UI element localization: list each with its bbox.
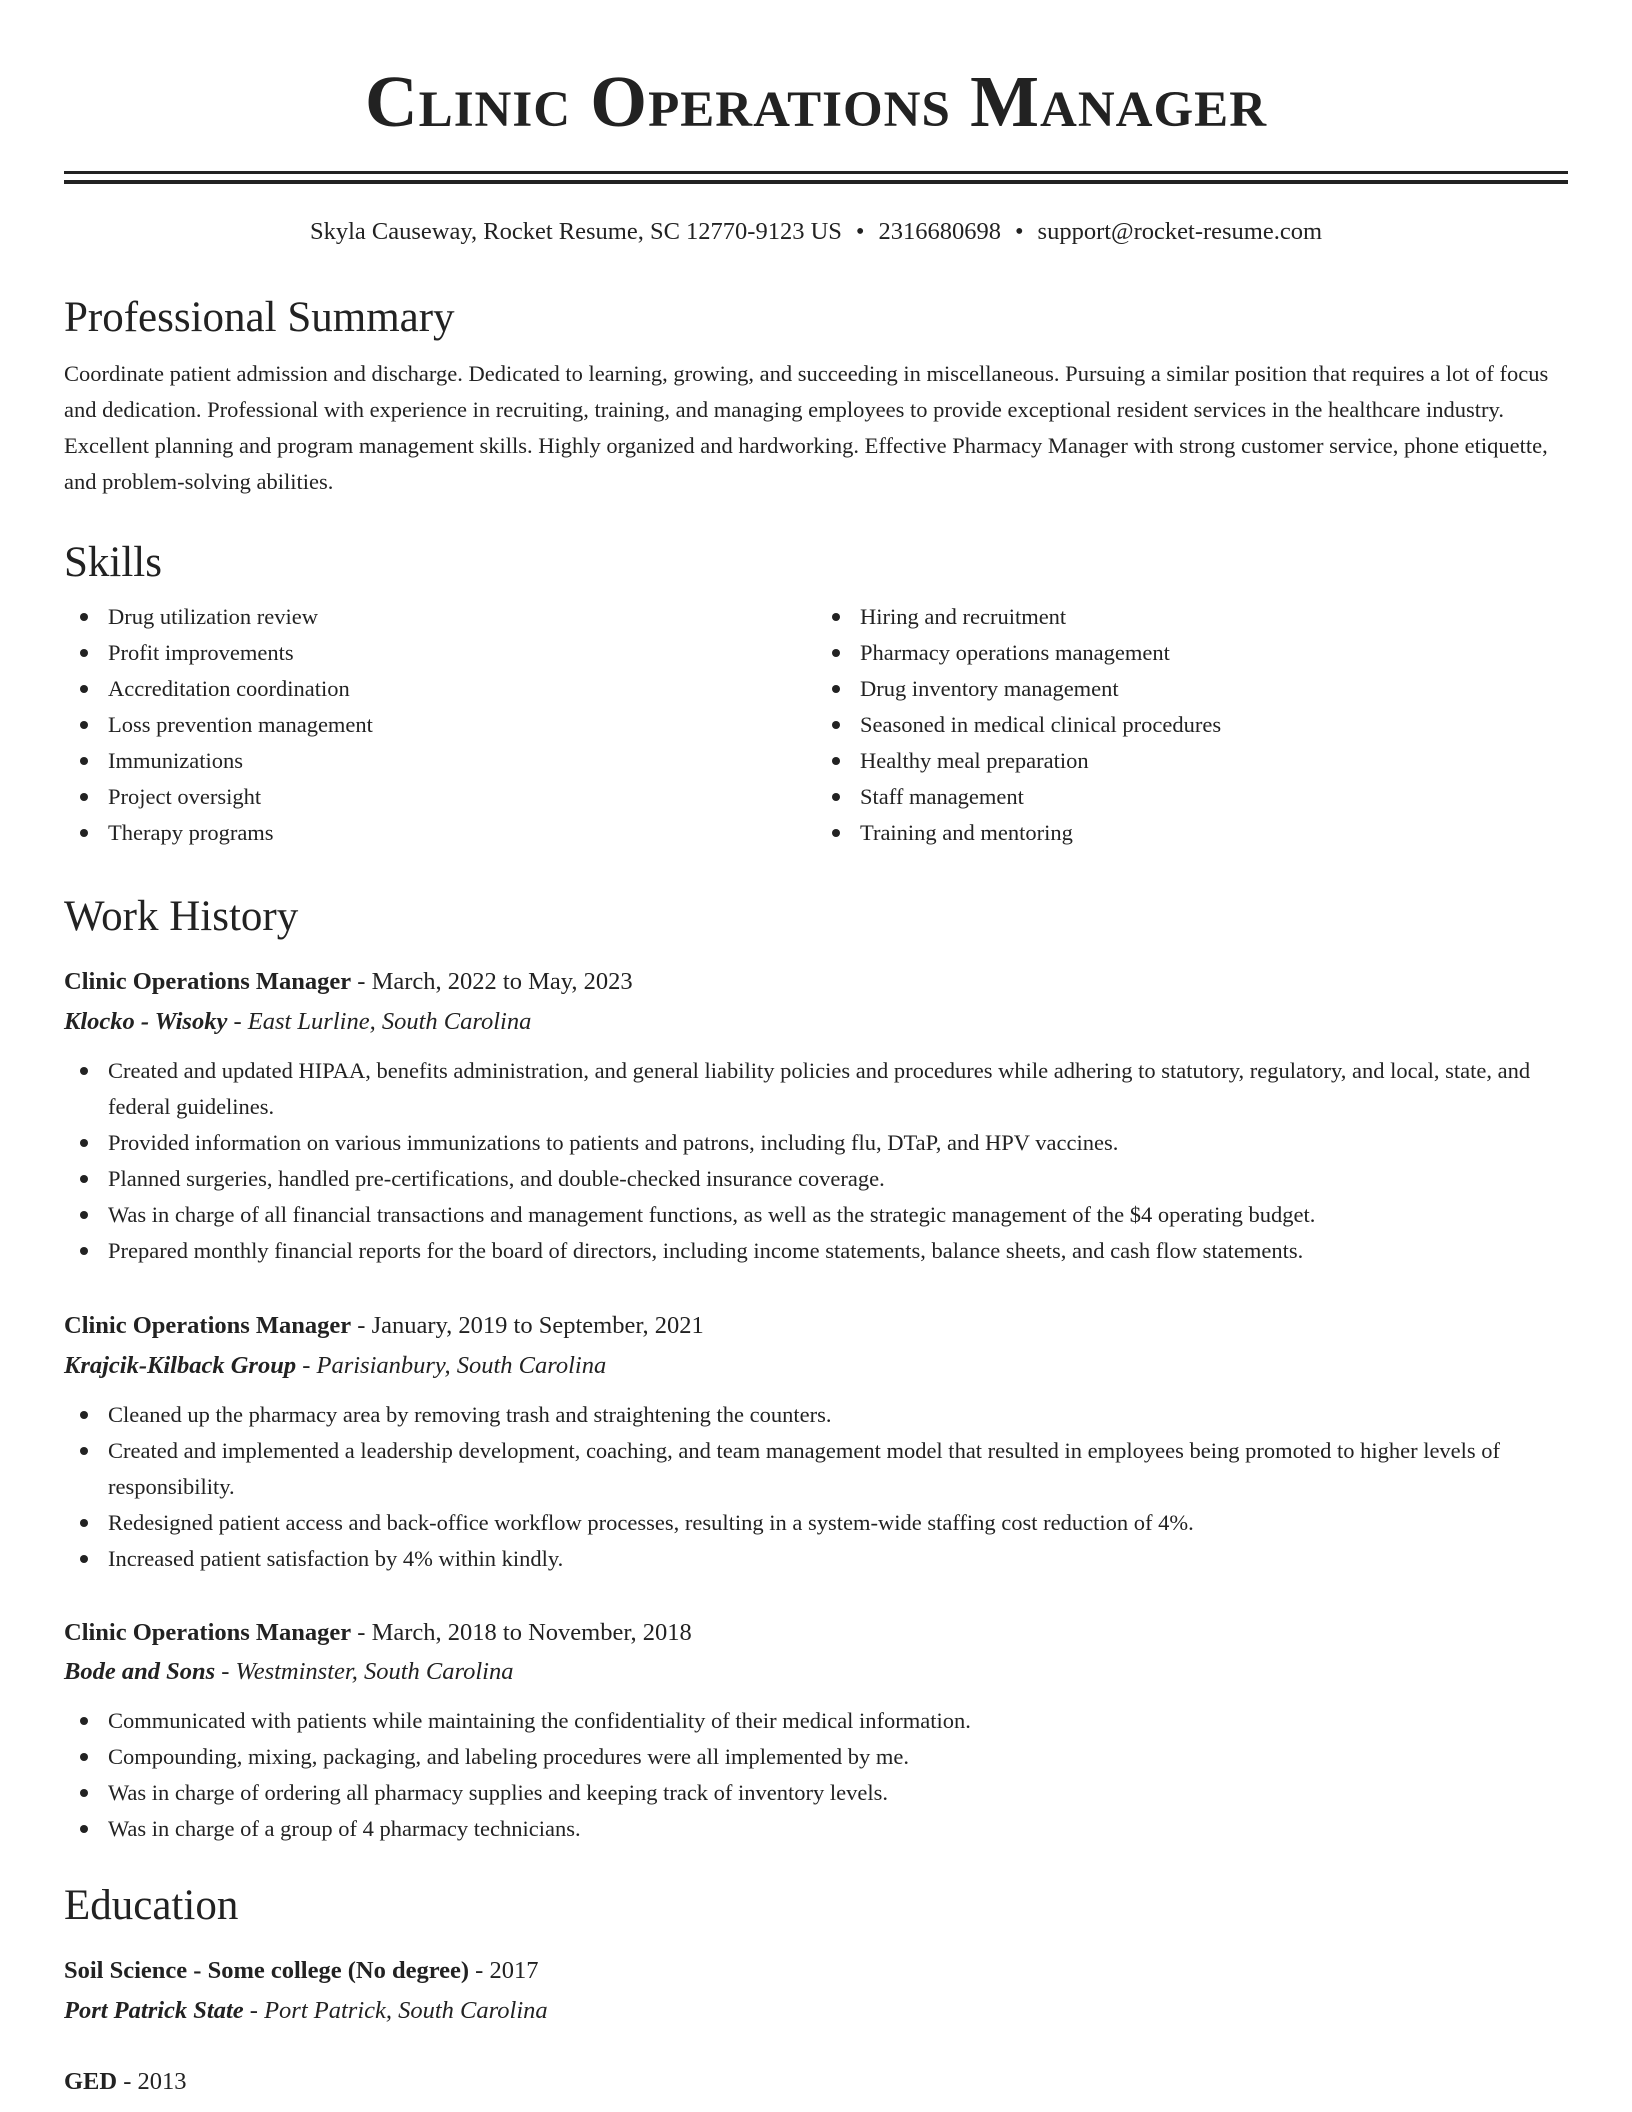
education-degree-line: [64, 2067, 1568, 2097]
job-bullet: Cleaned up the pharmacy area by removing trash and straightening the counters.: [64, 1397, 1568, 1433]
job-bullet: Compounding, mixing, packaging, and labeling procedures were all implemented by me.: [64, 1739, 1568, 1775]
skill-item: Staff management: [816, 779, 1568, 815]
contact-address: Skyla Causeway, Rocket Resume, SC 12770-9123 US: [309, 218, 842, 245]
resume-title: Clinic Operations Manager: [364, 61, 1268, 142]
summary-text: Coordinate patient admission and discharge. Dedicated to learning, growing, and succeeding in miscellaneous. Pursuing a similar position that requires a lot of focus and dedication. Professional with experience in recruiting, training, and managing employees to provide exceptional resident services in the healthcare industry. Excellent planning and program management skills. Highly organized and hardworking. Effective Pharmacy Manager with strong customer service, phone etiquette, and problem-solving abilities.: [64, 361, 1549, 494]
job-title-line: [64, 967, 1568, 997]
job-location: - East Lurline, South Carolina: [227, 1008, 532, 1035]
skill-item: Healthy meal preparation: [816, 743, 1568, 779]
job-bullet: Increased patient satisfaction by 4% within kindly.: [64, 1541, 1568, 1577]
job-title-line: [64, 1311, 1568, 1341]
job-bullet: Created and implemented a leadership development, coaching, and team management model that resulted in employees being promoted to higher levels of responsibility.: [64, 1433, 1568, 1505]
skill-item: Accreditation coordination: [64, 671, 816, 707]
summary-section: [64, 292, 1568, 500]
education-school-line: [64, 1996, 1568, 2026]
job-entry: [64, 1311, 1568, 1577]
job-bullet: Was in charge of a group of 4 pharmacy technicians.: [64, 1811, 1568, 1847]
job-bullet: Created and updated HIPAA, benefits administration, and general liability policies and procedures while adhering to statutory, regulatory, and local, state, and federal guidelines.: [64, 1053, 1568, 1125]
skill-item: Drug inventory management: [816, 671, 1568, 707]
job-bullet: Provided information on various immunizations to patients and patrons, including flu, DTaP, and HPV vaccines.: [64, 1125, 1568, 1161]
skill-item: Immunizations: [64, 743, 816, 779]
education-degree: GED: [64, 2068, 118, 2095]
job-bullets: [64, 1397, 1568, 1577]
skills-left-list: [64, 599, 816, 851]
education-entry: [64, 1956, 1568, 2026]
skills-section: [64, 537, 1568, 851]
job-bullet: Was in charge of ordering all pharmacy supplies and keeping track of inventory levels.: [64, 1775, 1568, 1811]
job-employer: Bode and Sons: [64, 1658, 216, 1685]
job-bullet: Communicated with patients while maintaining the confidentiality of their medical information.: [64, 1703, 1568, 1739]
job-employer-line: [64, 1657, 1568, 1687]
skills-columns: [64, 599, 1568, 851]
education-school: Port Patrick State: [64, 1997, 244, 2024]
summary-heading: Professional Summary: [64, 294, 455, 341]
job-dates: - January, 2019 to September, 2021: [351, 1312, 704, 1339]
education-year: - 2013: [117, 2068, 187, 2095]
job-bullets: [64, 1703, 1568, 1847]
job-employer-line: [64, 1351, 1568, 1381]
education-location: - Port Patrick, South Carolina: [243, 1997, 548, 2024]
job-title: Clinic Operations Manager: [64, 1619, 352, 1646]
education-degree: Soil Science - Some college (No degree): [64, 1957, 470, 1984]
skill-item: Project oversight: [64, 779, 816, 815]
education-section: [64, 1880, 1568, 1932]
job-bullet: Prepared monthly financial reports for the board of directors, including income statements, balance sheets, and cash flow statements.: [64, 1233, 1568, 1269]
skill-item: Drug utilization review: [64, 599, 816, 635]
job-dates: - March, 2022 to May, 2023: [351, 968, 633, 995]
education-degree-line: [64, 1956, 1568, 1986]
skills-right-list: [816, 599, 1568, 851]
skill-item: Loss prevention management: [64, 707, 816, 743]
work-section-heading-wrap: [64, 891, 1568, 943]
skill-item: Hiring and recruitment: [816, 599, 1568, 635]
title-rule-bottom: [64, 180, 1568, 184]
job-employer: Krajcik-Kilback Group: [64, 1352, 297, 1379]
job-entry: [64, 1618, 1568, 1847]
work-heading: Work History: [64, 893, 299, 940]
job-employer-line: [64, 1007, 1568, 1037]
contact-separator: •: [1014, 218, 1024, 245]
job-title: Clinic Operations Manager: [64, 1312, 352, 1339]
skill-item: Seasoned in medical clinical procedures: [816, 707, 1568, 743]
job-bullet: Redesigned patient access and back-office workflow processes, resulting in a system-wide staffing cost reduction of 4%.: [64, 1505, 1568, 1541]
contact-email: support@rocket-resume.com: [1037, 218, 1323, 245]
job-location: - Westminster, South Carolina: [215, 1658, 514, 1685]
skill-item: Training and mentoring: [816, 815, 1568, 851]
job-bullet: Planned surgeries, handled pre-certifications, and double-checked insurance coverage.: [64, 1161, 1568, 1197]
contact-separator: •: [855, 218, 865, 245]
skills-heading: Skills: [64, 539, 162, 586]
job-location: - Parisianbury, South Carolina: [296, 1352, 607, 1379]
job-bullets: [64, 1053, 1568, 1269]
job-employer: Klocko - Wisoky: [64, 1008, 228, 1035]
job-entry: [64, 967, 1568, 1269]
job-bullet: Was in charge of all financial transactions and management functions, as well as the strategic management of the $4 operating budget.: [64, 1197, 1568, 1233]
education-entry: [64, 2067, 1568, 2097]
contact-line: [64, 217, 1568, 247]
job-title: Clinic Operations Manager: [64, 968, 352, 995]
skill-item: Therapy programs: [64, 815, 816, 851]
contact-phone: 2316680698: [878, 218, 1001, 245]
job-dates: - March, 2018 to November, 2018: [351, 1619, 692, 1646]
job-title-line: [64, 1618, 1568, 1648]
title-rule-top: [64, 171, 1568, 174]
skill-item: Profit improvements: [64, 635, 816, 671]
skill-item: Pharmacy operations management: [816, 635, 1568, 671]
education-heading: Education: [64, 1882, 239, 1929]
education-year: - 2017: [469, 1957, 539, 1984]
